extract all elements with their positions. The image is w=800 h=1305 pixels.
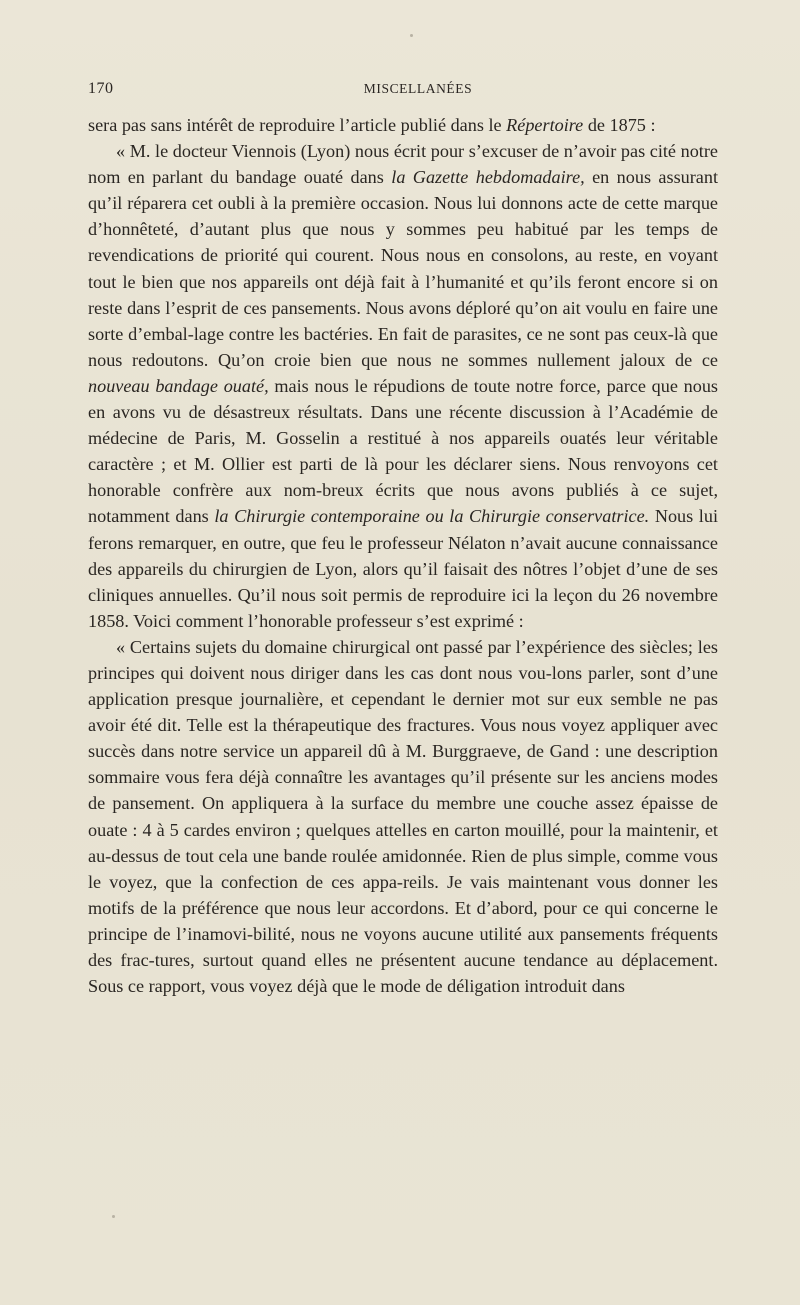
paper-speck	[112, 1215, 115, 1218]
letter-text-d: Nous lui ferons remarquer, en outre, que feu le professeur Nélaton n’avait aucune connaissance des appareils du chirurgien de Lyon, alors qu’il faisait des nôtres l’objet d’une de ses cliniques annuelles. Qu’il nous soit permis de reproduire ici la leçon du 26 novembre 1858. Voici comment l’honorable professeur s’est exprimé :	[88, 506, 719, 631]
letter-text-a: « M. le docteur Viennois (Lyon) nous écrit pour s’excuser de n’avoir pas cité notre nom en parlant du bandage ouaté dans	[88, 141, 718, 188]
intro-text: sera pas sans intérêt de reproduire l’article publié dans le	[88, 115, 502, 135]
body-text	[88, 112, 718, 999]
letter-italic-gazette: la Gazette hebdomadaire,	[391, 167, 585, 188]
paragraph-intro	[88, 112, 718, 138]
letter-italic-bandage: nouveau bandage ouaté,	[88, 375, 269, 396]
letter-text-c: mais nous le répudions de toute notre force, parce que nous en avons vu de désastreux résultats. Dans une récente discussion à l’Académie de médecine de Paris, M. Gosselin a restitué à nos appareils ouatés leur véritable caractère ; et M. Ollier est parti de là pour les déclarer siens. Nous renvoyons cet honorable confrère aux nom-breux écrits que nous avons publiés à ce sujet, notamment dans	[88, 375, 719, 527]
intro-tail: de 1875 :	[587, 115, 656, 135]
lecture-text: « Certains sujets du domaine chirurgical ont passé par l’expérience des siècles; les principes qui doivent nous diriger dans les cas dont nous vou-lons parler, sont d’une application presque journalière, et cependant le dernier mot sur eux semble ne pas avoir été dit. Telle est la thérapeutique des fractures. Vous nous voyez appliquer avec succès dans notre service un appareil dû à M. Burggraeve, de Gand : une description sommaire vous fera déjà connaître les avantages qu’il présente sur les anciens modes de pansement. On appliquera à la surface du membre une couche assez épaisse de ouate : 4 à 5 cardes environ ; quelques attelles en carton mouillé, pour la maintenir, et au-dessus de tout cela une bande roulée amidonnée. Rien de plus simple, comme vous le voyez, que la confection de ces appa-reils. Je vais maintenant vous donner les motifs de la préférence que nous leur accordons. Et d’abord, pour ce qui concerne le principe de l’inamovi-bilité, nous ne voyons aucune utilité aux pansements fréquents des frac-tures, surtout quand elles ne présentent aucune tendance au déplacement. Sous ce rapport, vous voyez déjà que le mode de déligation introduit dans	[88, 636, 718, 997]
running-title: MISCELLANÉES	[363, 81, 473, 96]
letter-text-b: en nous assurant qu’il réparera cet oubli à la première occasion. Nous lui donnons acte de cette marque d’honnêteté, d’autant plus que nous y sommes peu habitué par les temps de revendications de priorité qui courent. Nous nous en consolons, au reste, en voyant tout le bien que nos appareils ont déjà fait à l’humanité et qu’ils feront encore si on reste dans l’esprit de ces pansements. Nous avons déploré qu’on ait voulu en faire une sorte d’embal-lage contre les bactéries. En fait de parasites, ce ne sont pas ceux-là que nous redoutons. Qu’on croie bien que nous ne sommes nullement jaloux de ce	[88, 167, 719, 370]
page-number: 170	[88, 80, 114, 97]
paragraph-letter	[88, 138, 718, 634]
intro-italic-title: Répertoire	[506, 115, 584, 135]
running-head	[88, 80, 718, 102]
letter-italic-chirurgie: la Chirurgie contemporaine ou la Chirurgie conservatrice.	[214, 506, 650, 527]
paper-speck	[410, 34, 413, 37]
paragraph-lecture	[88, 634, 718, 999]
